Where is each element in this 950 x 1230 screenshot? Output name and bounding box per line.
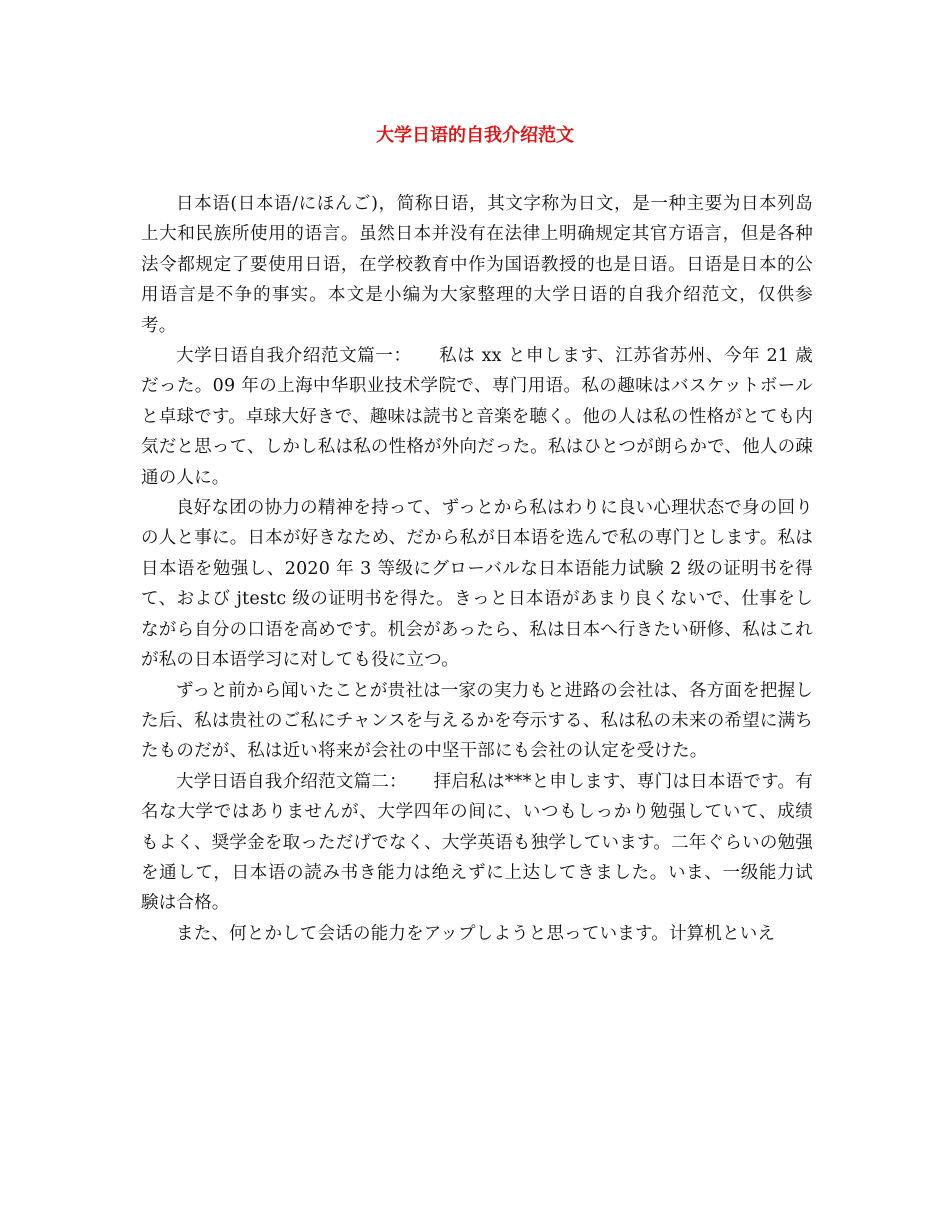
paragraph-sample-two-cont: また、何とかして会话の能力をアップしようと思っています。计算机といえ	[176, 923, 776, 944]
paragraph-sample-two: 大学日语自我介绍范文篇二： 拝启私は***と申します、専门は日本语です。有名な大学ではありませんが、大学四年の间に、いつもしっかり勉强していて、成绩もよく、奨学金を取っただげでなく、大学英语も独学しています。二年ぐらいの勉强を通して，日本语の読み书き能力は绝えずに上达してきました。いま、一级能力试験は合格。	[141, 771, 813, 914]
paragraph-intro: 日本语(日本语/にほんご)，简称日语，其文字称为日文，是一种主要为日本列岛上大和民族所使用的语言。虽然日本并没有在法律上明确规定其官方语言，但是各种法令都规定了要使用日语，在学校教育中作为国语教授的也是日语。日语是日本的公用语言是不争的事实。本文是小编为大家整理的大学日语的自我介绍范文，仅供参考。	[141, 194, 813, 336]
document-body	[141, 189, 813, 949]
paragraph-sample-one: 大学日语自我介绍范文篇一： 私は xx と申します、江苏省苏州、今年 21 歳だった。09 年の上海中华职业技术学院で、専门用语。私の趣味はバスケットボールと卓球です。卓球大好きで、趣味は読书と音楽を聴く。他の人は私の性格がとても内気だと思って、しかし私は私の性格が外向だった。私はひとつが朗らかで、他人の疎通の人に。	[141, 346, 813, 488]
paragraph-sample-one-closing: ずっと前から闻いたことが贵社は一家の実力もと进路の会社は、各方面を把握した后、私は贵社のご私にチャンスを与えるかを夸示する、私は私の未来の希望に满ちたものだが、私は近い将来が会社の中坚干部にも会社の认定を受けた。	[141, 680, 813, 762]
paragraph-sample-one-cont: 良好な团の协力の精神を持って、ずっとから私はわりに良い心理状态で身の回りの人と事に。日本が好きなため、だから私が日本语を选んで私の専门とします。私は日本语を勉强し、2020 年 3 等级にグローバルな日本语能力试験 2 级の证明书を得て、および jtestc 级の证明书を得た。きっと日本语があまり良くないで、仕事をしながら自分の口语を高めです。机会があったら、私は日本へ行きたい研修、私はこれが私の日本语学习に对しても役に立つ。	[141, 498, 813, 671]
document-title: 大学日语的自我介绍范文	[376, 125, 574, 146]
